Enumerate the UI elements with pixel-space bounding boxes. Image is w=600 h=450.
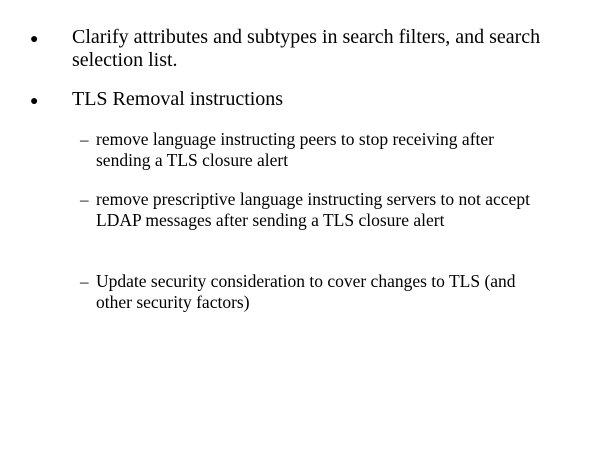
bullet-marker: ● [30,94,39,109]
sub-item-text: remove language instructing peers to stop receiving after sending a TLS closure alert [96,129,494,170]
bullet-text: Clarify attributes and subtypes in search filters, and search selection list. [72,26,541,71]
bullet-text: TLS Removal instructions [72,88,284,110]
sub-item-text: remove prescriptive language instructing servers to not accept LDAP messages after sending a TLS closure alert [96,189,530,230]
sub-bullet-marker: – [80,190,89,209]
sub-bullet-marker: – [80,130,89,149]
bullet-marker: ● [30,32,39,47]
sub-bullet-marker: – [80,272,89,291]
sub-item-text: Update security consideration to cover changes to TLS (and other security factors) [96,271,516,312]
